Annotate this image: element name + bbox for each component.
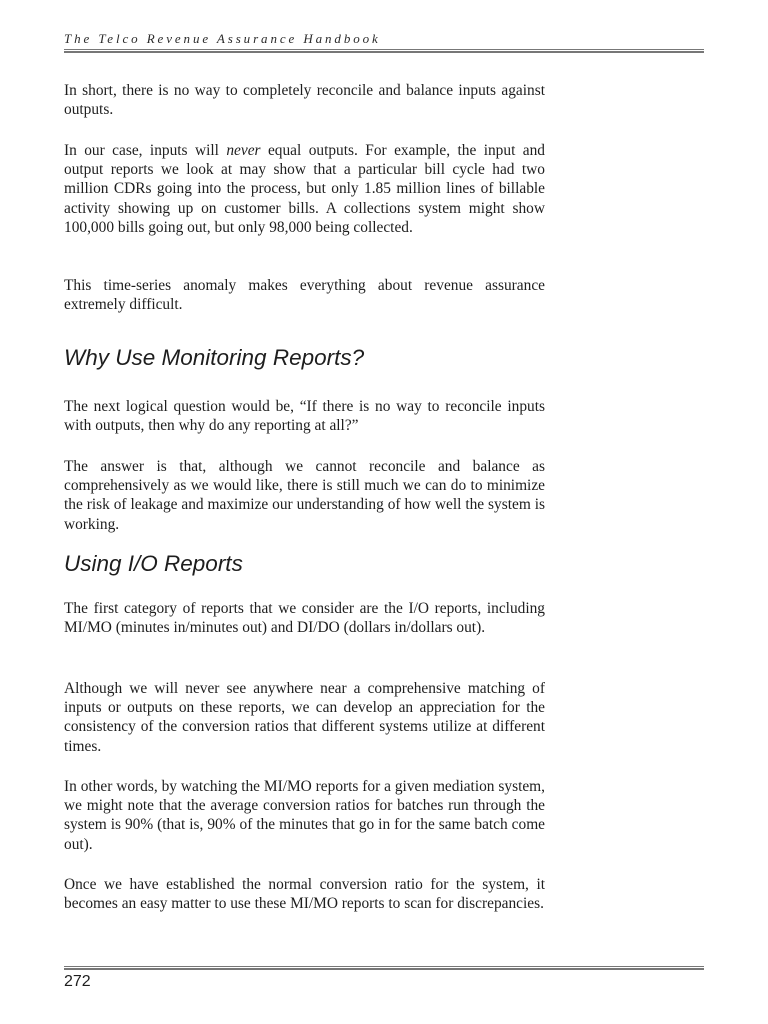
footer-rule	[64, 966, 704, 970]
section-heading-monitoring-reports: Why Use Monitoring Reports?	[64, 345, 365, 370]
section-heading-io-reports: Using I/O Reports	[64, 551, 243, 576]
paragraph-2-text-a: In our case, inputs will	[64, 142, 227, 159]
paragraph-1: In short, there is no way to completely reconcile and balance inputs against outputs.	[64, 82, 545, 119]
paragraph-2-emphasis: never	[226, 142, 261, 159]
running-head-title: The Telco Revenue Assurance Handbook	[64, 31, 381, 46]
paragraph-5: The answer is that, although we cannot reconcile and balance as comprehensively as we would like, there is still much we can do to minimize the risk of leakage and maximize our understanding of how well the system is working.	[64, 458, 545, 533]
paragraph-4: The next logical question would be, “If there is no way to reconcile inputs with outputs, then why do any reporting at all?”	[64, 398, 545, 435]
paragraph-2-text-b: equal outputs. For example, the input and output reports we look at may show that a particular bill cycle had two million CDRs going into the process, but only 1.85 million lines of billable activity showing up on customer bills. A collections system might show 100,000 bills going out, but only 98,000 being collected.	[64, 142, 545, 236]
paragraph-7: Although we will never see anywhere near a comprehensive matching of inputs or outputs on these reports, we can develop an appreciation for the consistency of the conversion ratios that different systems utilize at different times.	[64, 680, 545, 755]
paragraph-6: The first category of reports that we consider are the I/O reports, including MI/MO (minutes in/minutes out) and DI/DO (dollars in/dollars out).	[64, 600, 545, 637]
paragraph-3: This time-series anomaly makes everything about revenue assurance extremely difficult.	[64, 277, 545, 314]
header-rule	[64, 49, 704, 53]
page-number: 272	[64, 973, 91, 990]
paragraph-9: Once we have established the normal conversion ratio for the system, it becomes an easy matter to use these MI/MO reports to scan for discrepancies.	[64, 876, 545, 913]
paragraph-8: In other words, by watching the MI/MO reports for a given mediation system, we might note that the average conversion ratios for batches run through the system is 90% (that is, 90% of the minutes that go in for the same batch come out).	[64, 778, 545, 853]
paragraph-2	[64, 141, 545, 237]
